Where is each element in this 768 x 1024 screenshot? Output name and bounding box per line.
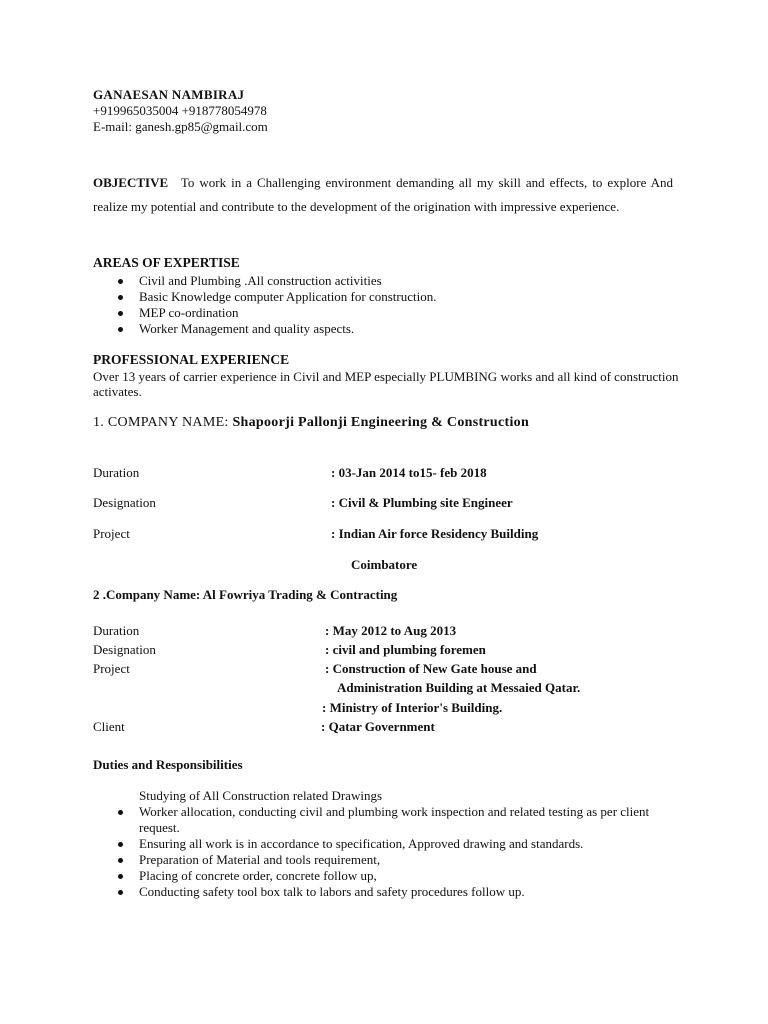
- objective-section: [93, 171, 673, 219]
- objective-text: To work in a Challenging environment demanding all my skill and effects, to explore And realize my potential and contribute to the development of the origination with impressive experience.: [93, 175, 673, 214]
- list-item: Ensuring all work is in accordance to specification, Approved drawing and standards.: [115, 836, 675, 852]
- company1-heading: [93, 415, 529, 431]
- expertise-list: [115, 273, 436, 337]
- company1-designation-value: : Civil & Plumbing site Engineer: [331, 495, 513, 510]
- duties-list: [115, 804, 675, 900]
- experience-intro: Over 13 years of carrier experience in Civil and MEP especially PLUMBING works and all kind of construction activates.: [93, 369, 679, 399]
- company2-project-value-line3: : Ministry of Interior's Building.: [322, 700, 503, 715]
- list-item: Basic Knowledge computer Application for construction.: [115, 289, 436, 305]
- duties-title: Duties and Responsibilities: [93, 757, 243, 772]
- company2-client-value: : Qatar Government: [321, 719, 435, 734]
- company1-project-location: Coimbatore: [351, 557, 418, 572]
- objective-label: OBJECTIVE: [93, 175, 169, 190]
- list-item: Civil and Plumbing .All construction activities: [115, 273, 436, 289]
- list-item: Conducting safety tool box talk to labors and safety procedures follow up.: [115, 884, 675, 900]
- company1-heading-label: 1. COMPANY NAME:: [93, 415, 229, 430]
- list-item: MEP co-ordination: [115, 305, 436, 321]
- company1-duration-label: Duration: [93, 465, 140, 480]
- list-item: Preparation of Material and tools requirement,: [115, 852, 675, 868]
- company2-designation-label: Designation: [93, 642, 156, 657]
- candidate-name: GANAESAN NAMBIRAJ: [93, 87, 245, 102]
- expertise-title: AREAS OF EXPERTISE: [93, 255, 240, 270]
- company2-project-label: Project: [93, 661, 130, 676]
- list-item: Placing of concrete order, concrete follow up,: [115, 868, 675, 884]
- company2-project-value-line2: Administration Building at Messaied Qatar.: [337, 680, 581, 695]
- duties-first-item: Studying of All Construction related Drawings: [139, 788, 383, 803]
- company2-client-label: Client: [93, 719, 125, 734]
- company1-heading-name: Shapoorji Pallonji Engineering & Construction: [232, 415, 530, 430]
- company1-project-value: : Indian Air force Residency Building: [331, 526, 539, 541]
- company1-project-label: Project: [93, 526, 130, 541]
- experience-title: PROFESSIONAL EXPERIENCE: [93, 352, 290, 367]
- company2-heading: 2 .Company Name: Al Fowriya Trading & Contracting: [93, 587, 398, 602]
- email-line: E-mail: ganesh.gp85@gmail.com: [93, 119, 268, 134]
- company2-duration-label: Duration: [93, 623, 140, 638]
- company2-designation-value: : civil and plumbing foremen: [325, 642, 486, 657]
- company2-duration-value: : May 2012 to Aug 2013: [325, 623, 457, 638]
- company1-designation-label: Designation: [93, 495, 156, 510]
- list-item: Worker Management and quality aspects.: [115, 321, 436, 337]
- company2-project-value: : Construction of New Gate house and: [325, 661, 537, 676]
- phone-numbers: +919965035004 +918778054978: [93, 103, 267, 118]
- list-item: Worker allocation, conducting civil and plumbing work inspection and related testing as per client request.: [115, 804, 675, 836]
- company1-duration-value: : 03-Jan 2014 to15- feb 2018: [331, 465, 487, 480]
